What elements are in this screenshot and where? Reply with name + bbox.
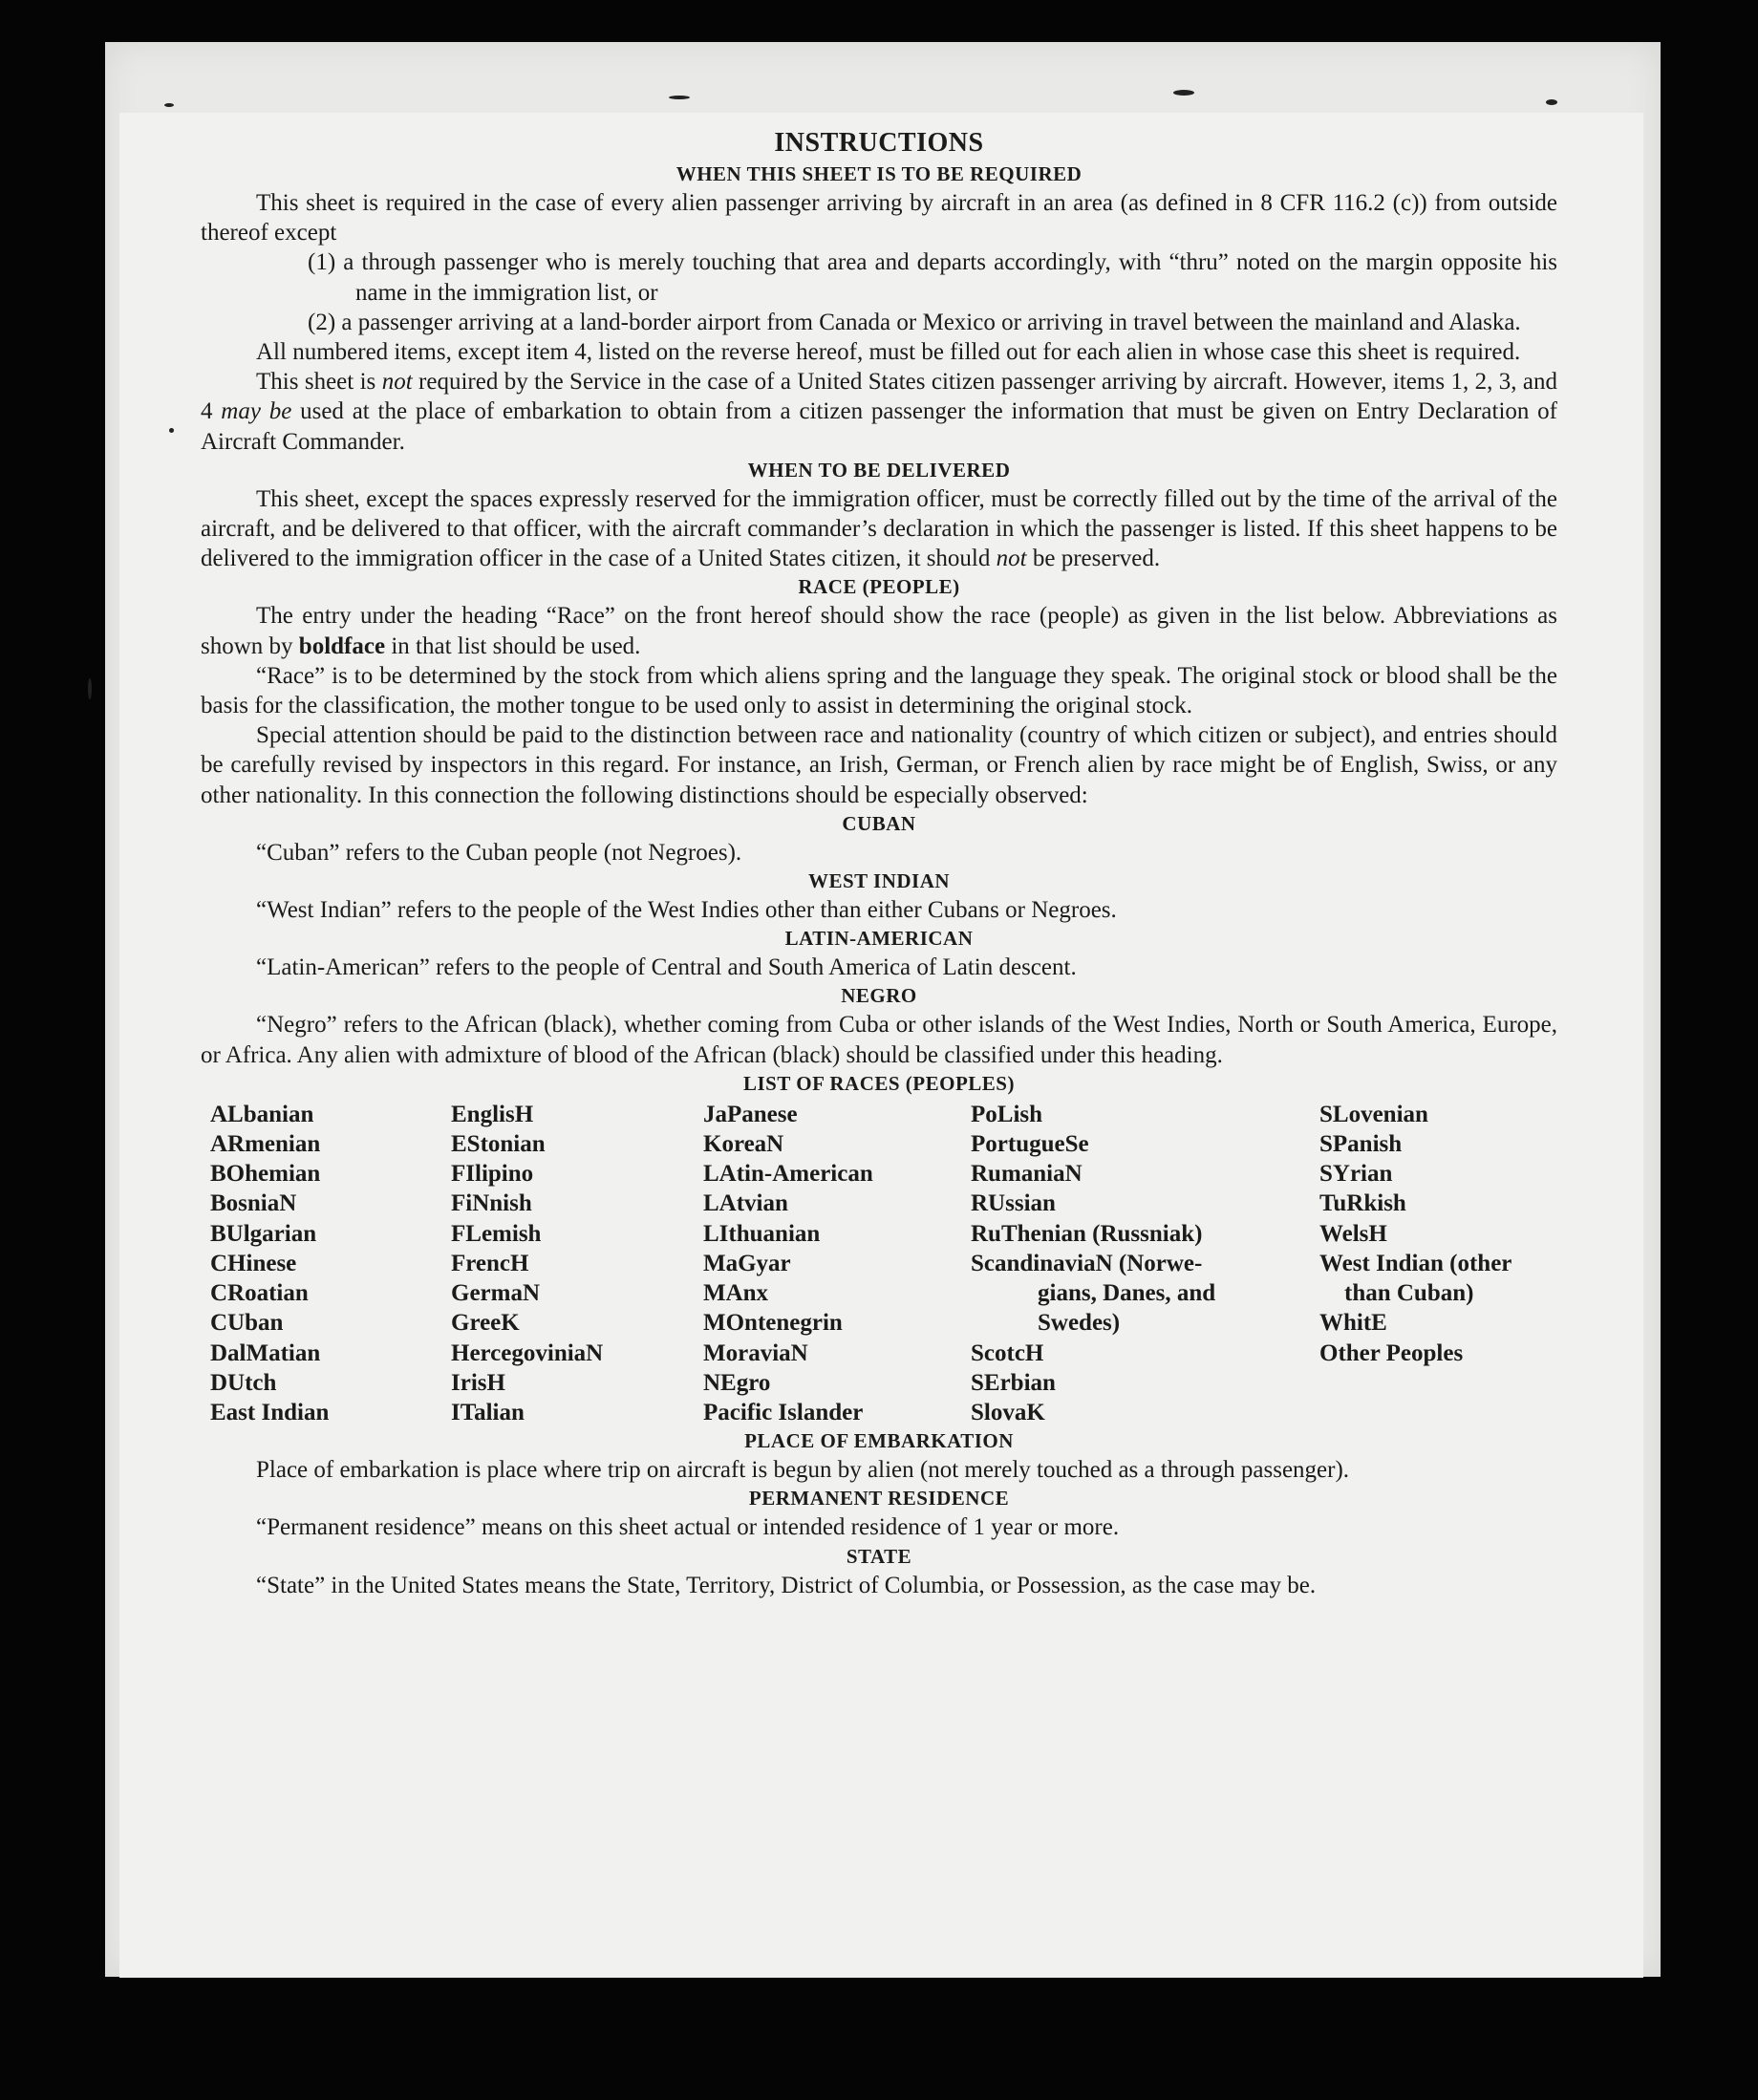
- instructions-text: [201, 126, 1557, 1600]
- section-heading-when-required: WHEN THIS SHEET IS TO BE REQUIRED: [675, 162, 1083, 185]
- race-entry: CUban: [210, 1310, 284, 1337]
- race-entry: RuThenian (Russniak): [971, 1220, 1203, 1247]
- paragraph: “Negro” refers to the African (black), whether coming from Cuba or other islands of the West Indies, North or South America, Europe, or Africa. Any alien with admixture of blood of the African (black) should be classified under this heading.: [201, 1012, 1557, 1068]
- races-column-2: [451, 1100, 703, 1427]
- race-entry: SPanish: [1319, 1131, 1403, 1158]
- race-entry: CHinese: [210, 1250, 297, 1276]
- text-run: required by the Service in the case of a United States citizen passenger arriving by aircraft. However, items 1, 2, 3, and 4: [201, 369, 1557, 425]
- races-column-4: [971, 1100, 1319, 1427]
- race-entry: BosniaN: [210, 1190, 297, 1217]
- race-entry-continued: gians, Danes, and: [1038, 1280, 1216, 1307]
- paragraph: “Race” is to be determined by the stock from which aliens spring and the language they speak. The original stock or blood shall be the basis for the classification, the mother tongue to be used only to assist in determining the original stock.: [201, 662, 1557, 719]
- races-list: [210, 1100, 1557, 1427]
- paragraph: “Permanent residence” means on this sheet actual or intended residence of 1 year or more.: [256, 1514, 1120, 1541]
- race-entry: TuRkish: [1319, 1190, 1406, 1217]
- scan-speck: [169, 428, 174, 433]
- paragraph: “State” in the United States means the State, Territory, District of Columbia, or Possession, as the case may be.: [256, 1572, 1317, 1598]
- race-entry: PortugueSe: [971, 1131, 1089, 1158]
- emphasis: not: [996, 546, 1027, 572]
- section-heading-race: RACE (PEOPLE): [798, 575, 960, 599]
- scan-speck: [88, 678, 92, 699]
- emphasis: not: [381, 369, 413, 396]
- race-entry: FiNnish: [451, 1190, 532, 1217]
- list-item: (1) a through passenger who is merely touching that area and departs accordingly, with “thru” noted on the margin opposite his name in the immigration list, or: [308, 249, 1557, 306]
- race-entry: ALbanian: [210, 1101, 314, 1127]
- paragraph: Place of embarkation is place where trip on aircraft is begun by alien (not merely touched as a through passenger).: [256, 1457, 1350, 1484]
- text-run: be preserved.: [1026, 546, 1161, 572]
- page-title: INSTRUCTIONS: [774, 128, 984, 158]
- race-entry: East Indian: [210, 1399, 330, 1425]
- race-entry: GreeK: [451, 1310, 520, 1337]
- race-entry: ITalian: [451, 1399, 525, 1425]
- race-entry: Pacific Islander: [703, 1399, 864, 1425]
- section-heading-cuban: CUBAN: [842, 811, 916, 835]
- races-column-1: [210, 1100, 451, 1427]
- race-entry: BOhemian: [210, 1161, 321, 1188]
- race-entry: DalMatian: [210, 1339, 321, 1366]
- scan-speck: [1173, 90, 1194, 96]
- race-entry: SYrian: [1319, 1161, 1393, 1188]
- race-entry: Other Peoples: [1319, 1339, 1464, 1366]
- race-entry: KoreaN: [703, 1131, 784, 1158]
- races-column-5: [1319, 1100, 1563, 1427]
- race-entry: FIlipino: [451, 1161, 534, 1188]
- race-entry: LAtin-American: [703, 1161, 873, 1188]
- race-entry: MAnx: [703, 1280, 769, 1307]
- race-entry: ScotcH: [971, 1339, 1044, 1366]
- race-entry: MoraviaN: [703, 1339, 808, 1366]
- race-entry: JaPanese: [703, 1101, 798, 1127]
- race-entry: WelsH: [1319, 1220, 1387, 1247]
- race-entry: LIthuanian: [703, 1220, 821, 1247]
- race-entry: West Indian (other: [1319, 1250, 1512, 1276]
- paragraph: [201, 601, 1557, 660]
- race-entry: MOntenegrin: [703, 1310, 843, 1337]
- paragraph: [201, 484, 1557, 574]
- race-entry-continued: than Cuban): [1344, 1280, 1474, 1307]
- scan-speck: [1546, 99, 1557, 105]
- race-entry: MaGyar: [703, 1250, 791, 1276]
- section-heading-west-indian: WEST INDIAN: [807, 869, 951, 893]
- race-entry: GermaN: [451, 1280, 541, 1307]
- section-heading-latin-american: LATIN-AMERICAN: [784, 927, 974, 951]
- race-entry: SLovenian: [1319, 1101, 1428, 1127]
- section-heading-when-delivered: WHEN TO BE DELIVERED: [747, 458, 1011, 482]
- race-entry: NEgro: [703, 1369, 771, 1396]
- race-entry: BUlgarian: [210, 1220, 317, 1247]
- text-run: in that list should be used.: [385, 632, 641, 659]
- race-entry: RumaniaN: [971, 1161, 1083, 1188]
- race-entry: ARmenian: [210, 1131, 321, 1158]
- race-entry: EnglisH: [451, 1101, 534, 1127]
- race-entry: SlovaK: [971, 1399, 1045, 1425]
- race-entry: HercegoviniaN: [451, 1339, 604, 1366]
- race-entry: FLemish: [451, 1220, 542, 1247]
- section-heading-state: STATE: [846, 1544, 912, 1568]
- scan-speck: [669, 96, 690, 99]
- races-column-3: [703, 1100, 971, 1427]
- paragraph: [201, 367, 1557, 457]
- race-entry: FrencH: [451, 1250, 529, 1276]
- section-heading-list-of-races: LIST OF RACES (PEOPLES): [743, 1071, 1015, 1095]
- text-run: This sheet is: [256, 369, 382, 396]
- scan-speck: [164, 103, 174, 107]
- race-entry: SErbian: [971, 1369, 1056, 1396]
- race-entry: LAtvian: [703, 1190, 788, 1217]
- bold-word: boldface: [298, 632, 386, 659]
- text-run: This sheet, except the spaces expressly reserved for the immigration officer, must be correctly filled out by the time of the arrival of the aircraft, and be delivered to that officer, with the aircraft commander’s declaration in which the passenger is listed. If this sheet happens to be delivered to the immigration officer in the case of a United States citizen, it should: [201, 485, 1557, 572]
- paragraph: Special attention should be paid to the distinction between race and nationality (country of which citizen or subject), and entries should be carefully revised by inspectors in this regard. For instance, an Irish, German, or French alien by race might be of English, Swiss, or any other nationality. In this connection the following distinctions should be especially observed:: [201, 722, 1557, 808]
- section-heading-negro: NEGRO: [841, 984, 917, 1008]
- race-entry: CRoatian: [210, 1280, 309, 1307]
- race-entry: ScandinaviaN (Norwe-: [971, 1250, 1203, 1276]
- text-run: The entry under the heading “Race” on the front hereof should show the race (people) as given in the list below. Abbreviations as shown by: [201, 603, 1557, 659]
- race-entry: DUtch: [210, 1369, 277, 1396]
- race-entry: RUssian: [971, 1190, 1056, 1217]
- section-heading-embarkation: PLACE OF EMBARKATION: [744, 1429, 1014, 1453]
- race-entry: IrisH: [451, 1369, 505, 1396]
- paragraph: “West Indian” refers to the people of the West Indies other than either Cubans or Negroes.: [256, 897, 1117, 924]
- race-entry: WhitE: [1319, 1310, 1387, 1337]
- list-item: (2) a passenger arriving at a land-border airport from Canada or Mexico or arriving in travel between the mainland and Alaska.: [308, 309, 1521, 335]
- section-heading-residence: PERMANENT RESIDENCE: [748, 1487, 1010, 1511]
- paragraph: “Latin-American” refers to the people of Central and South America of Latin descent.: [256, 954, 1077, 981]
- paragraph: This sheet is required in the case of every alien passenger arriving by aircraft in an area (as defined in 8 CFR 116.2 (c)) from outside thereof except: [201, 190, 1557, 246]
- emphasis: may be: [221, 398, 292, 425]
- paragraph: All numbered items, except item 4, listed on the reverse hereof, must be filled out for each alien in whose case this sheet is required.: [256, 339, 1521, 366]
- text-run: used at the place of embarkation to obtain from a citizen passenger the information that must be given on Entry Declaration of Aircraft Commander.: [201, 398, 1558, 455]
- race-entry-continued: Swedes): [1038, 1310, 1121, 1337]
- paragraph: “Cuban” refers to the Cuban people (not Negroes).: [256, 839, 742, 866]
- race-entry: PoLish: [971, 1101, 1043, 1127]
- race-entry: EStonian: [451, 1131, 546, 1158]
